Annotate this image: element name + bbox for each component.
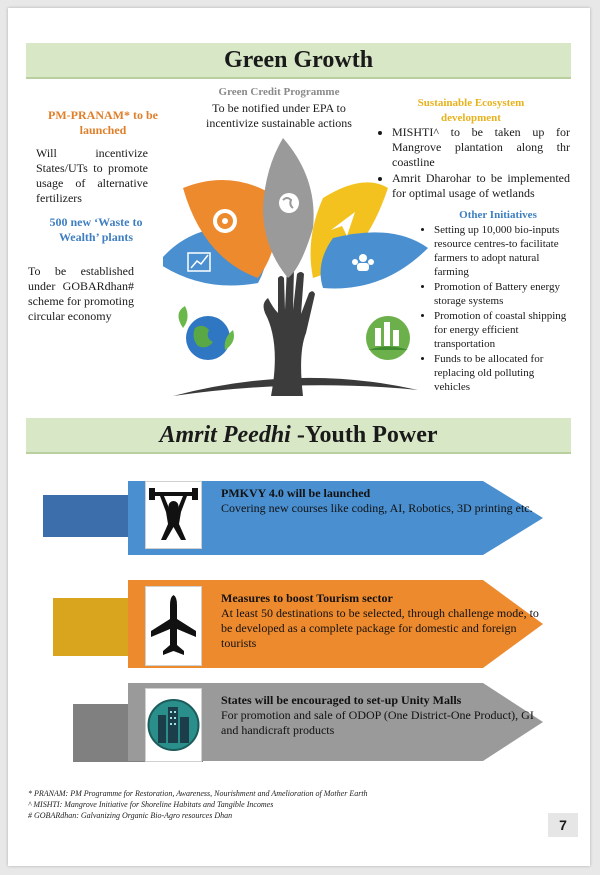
footnote-mishti: ^ MISHTI: Mangrove Initiative for Shoreline Habitats and Tangible Incomes — [28, 800, 274, 809]
unity-malls-text — [221, 693, 541, 738]
page — [8, 8, 590, 866]
pm-pranam-body: Will incentivize States/UTs to promote usage of alternative fertilizers — [36, 146, 148, 205]
other-initiative-item: • Funds to be allocated for replacing old polluting vehicles — [434, 352, 570, 394]
footnote-pranam: * PRANAM: PM Programme for Restoration, Awareness, Nourishment and Amelioration of Mother Earth — [28, 789, 368, 798]
building-icon-box — [145, 688, 202, 762]
green-growth-banner — [26, 43, 571, 79]
other-initiatives-list — [420, 223, 570, 395]
other-initiative-item: • Setting up 10,000 bio-inputs resource centres-to facilitate farmers to adopt natural farming — [434, 223, 570, 279]
green-growth-title: Green Growth — [223, 47, 374, 73]
tourism-body: At least 50 destinations to be selected, through challenge mode, to be developed as a complete package for domestic and foreign tourists — [221, 606, 539, 650]
sustainable-ecosystem-heading: Sustainable Ecosystem development — [417, 97, 525, 124]
hand-trunk — [264, 266, 315, 396]
other-initiative-item: • Promotion of coastal shipping for energy efficient transportation — [434, 309, 570, 351]
unity-malls-body: For promotion and sale of ODOP (One District-One Product), GI and handicraft products — [221, 708, 534, 737]
green-credit-heading: Green Credit Programme — [218, 86, 340, 98]
tourism-title: Measures to boost Tourism sector — [221, 591, 393, 605]
pm-pranam-heading: PM-PRANAM* to be launched — [48, 108, 158, 137]
earth-leaf-icon — [178, 306, 234, 360]
unity-malls-title: States will be encouraged to set-up Unity Malls — [221, 693, 462, 707]
airplane-icon — [146, 587, 201, 665]
airplane-icon-box — [145, 586, 202, 666]
weightlifter-icon-box — [145, 481, 202, 549]
other-initiative-item: • Promotion of Battery energy storage systems — [434, 280, 570, 308]
sustainable-ecosystem-item: • Amrit Dharohar to be implemented for optimal usage of wetlands — [392, 171, 570, 201]
pmkvy-body: Covering new courses like coding, AI, Robotics, 3D printing etc. — [221, 501, 533, 515]
green-city-icon — [366, 316, 410, 360]
green-credit-body: To be notified under EPA to incentivize sustainable actions — [206, 101, 352, 130]
waste-to-wealth-heading: 500 new ‘Waste to Wealth’ plants — [49, 215, 143, 244]
blue-right-leaf — [321, 232, 428, 288]
weightlifter-icon — [146, 482, 201, 548]
pmkvy-text — [221, 486, 541, 516]
footnote-gobardhan: # GOBARdhan: Galvanizing Organic Bio-Agro resources Dhan — [28, 811, 233, 820]
amrit-peedhi-title: Amrit Peedhi — [159, 422, 291, 448]
building-icon — [146, 689, 201, 761]
youth-power-banner — [26, 418, 571, 454]
pmkvy-title: PMKVY 4.0 will be launched — [221, 486, 371, 500]
sustainable-ecosystem-item: • MISHTI^ to be taken up for Mangrove plantation along thr coastline — [392, 125, 570, 170]
footnotes — [28, 788, 498, 821]
tourism-text — [221, 591, 541, 651]
tree-illustration — [163, 128, 433, 403]
page-number: 7 — [548, 813, 578, 837]
youth-power-title: -Youth Power — [290, 422, 438, 448]
waste-to-wealth-body: To be established under GOBARdhan# scheme for promoting circular economy — [28, 264, 134, 323]
other-initiatives-heading: Other Initiatives — [459, 209, 537, 221]
globe-icon — [279, 193, 299, 213]
